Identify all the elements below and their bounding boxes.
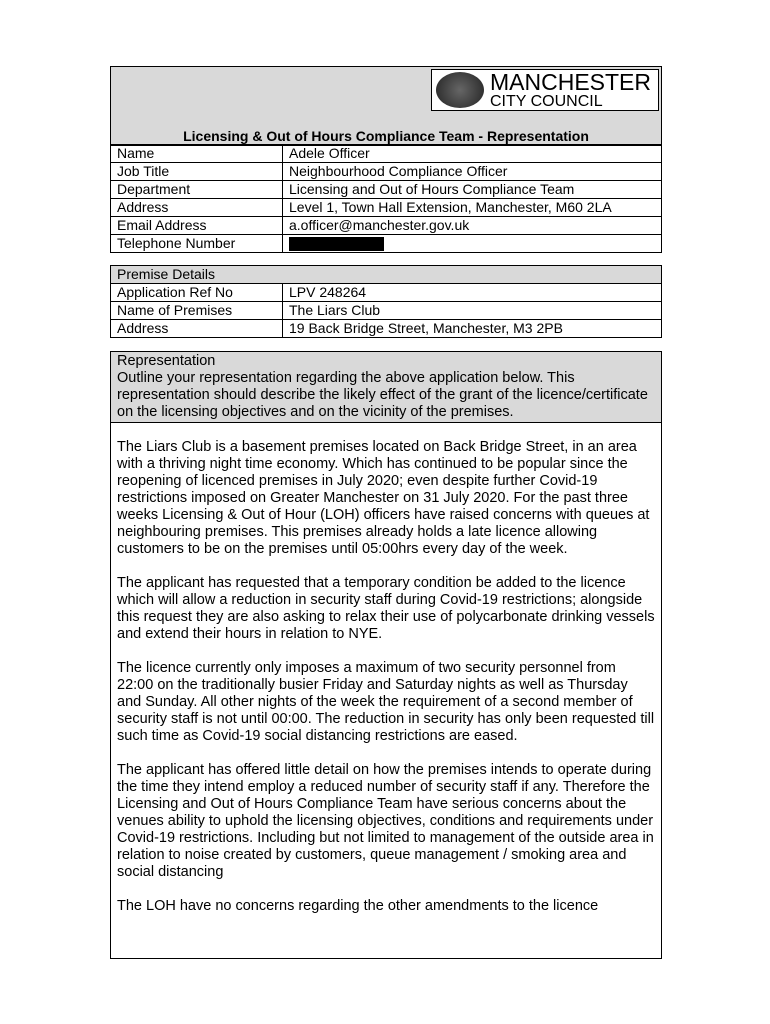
paragraph: The applicant has offered little detail on how the premises intends to operate during the time they intend employ a reduced number of security staff if any. Therefore the Licensing and Out of Hours Compliance Team have serious concerns about the venues ability to uphold the licensing objectives, conditions and requirements under Covid-19 restrictions. Including but not limited to management of the outside area in relation to noise created by customers, queue management / smoking area and social distancing (117, 762, 654, 880)
table-row (111, 145, 661, 162)
field-label: Name of Premises (111, 302, 283, 319)
instruction-text: Outline your representation regarding the above application below. This representation should describe the likely effect of the grant of the licence/certificate on the licensing objectives and on the vicinity of the premises. (117, 370, 648, 420)
representation-header (111, 352, 661, 423)
logo-line2: CITY COUNCIL (490, 93, 603, 110)
logo-line1: MANCHESTER (490, 69, 652, 95)
paragraph: The applicant has requested that a temporary condition be added to the licence which will allow a reduction in security staff during Covid-19 restrictions; alongside this request they are also asking to relax their use of polycarbonate drinking vessels and extend their hours in relation to NYE. (117, 575, 655, 642)
header-block (110, 66, 662, 146)
paragraph: The LOH have no concerns regarding the other amendments to the licence (117, 898, 599, 914)
field-label: Email Address (111, 217, 283, 234)
table-row (111, 198, 661, 216)
table-row (111, 216, 661, 234)
field-value: Level 1, Town Hall Extension, Manchester, M60 2LA (289, 199, 612, 215)
officer-table (110, 144, 662, 253)
field-value: The Liars Club (289, 302, 381, 318)
field-value: a.officer@manchester.gov.uk (289, 217, 470, 233)
field-label: Telephone Number (111, 235, 283, 252)
field-label: Name (111, 145, 283, 162)
telephone-value (283, 235, 661, 252)
section-heading: Premise Details (111, 266, 661, 283)
representation-section (110, 351, 662, 959)
premise-table (110, 265, 662, 338)
field-value: Adele Officer (289, 145, 370, 161)
field-value: Licensing and Out of Hours Compliance Team (289, 181, 575, 197)
table-row (111, 234, 661, 252)
field-label: Address (111, 199, 283, 216)
field-value: 19 Back Bridge Street, Manchester, M3 2PB (289, 320, 563, 336)
representation-body (111, 423, 661, 915)
table-row (111, 180, 661, 198)
council-logo (431, 69, 659, 111)
paragraph: The licence currently only imposes a maximum of two security personnel from 22:00 on the traditionally busier Friday and Saturday nights as well as Thursday and Sunday. All other nights of the week the requirement of a second member of security staff is not until 00:00. The reduction in security has only been requested till such time as Covid-19 social distancing restrictions are eased. (117, 660, 655, 744)
field-value: Neighbourhood Compliance Officer (289, 163, 508, 179)
table-row (111, 283, 661, 301)
table-row (111, 319, 661, 337)
crest-icon (436, 72, 484, 108)
field-label: Department (111, 181, 283, 198)
field-label: Application Ref No (111, 284, 283, 301)
table-row (111, 301, 661, 319)
field-label: Address (111, 320, 283, 337)
redaction-block (289, 237, 384, 251)
table-row (111, 162, 661, 180)
field-label: Job Title (111, 163, 283, 180)
page-title: Licensing & Out of Hours Compliance Team - Representation (183, 128, 589, 144)
paragraph: The Liars Club is a basement premises located on Back Bridge Street, in an area with a thriving night time economy. Which has continued to be popular since the reopening of licenced premises in July 2020; even despite further Covid-19 restrictions imposed on Greater Manchester on 31 July 2020. For the past three weeks Licensing & Out of Hour (LOH) officers have raised concerns with queues at neighbouring premises. This premises already holds a late licence allowing customers to be on the premises until 05:00hrs every day of the week. (117, 439, 650, 557)
field-value: LPV 248264 (289, 284, 367, 300)
section-heading: Representation (117, 353, 216, 369)
